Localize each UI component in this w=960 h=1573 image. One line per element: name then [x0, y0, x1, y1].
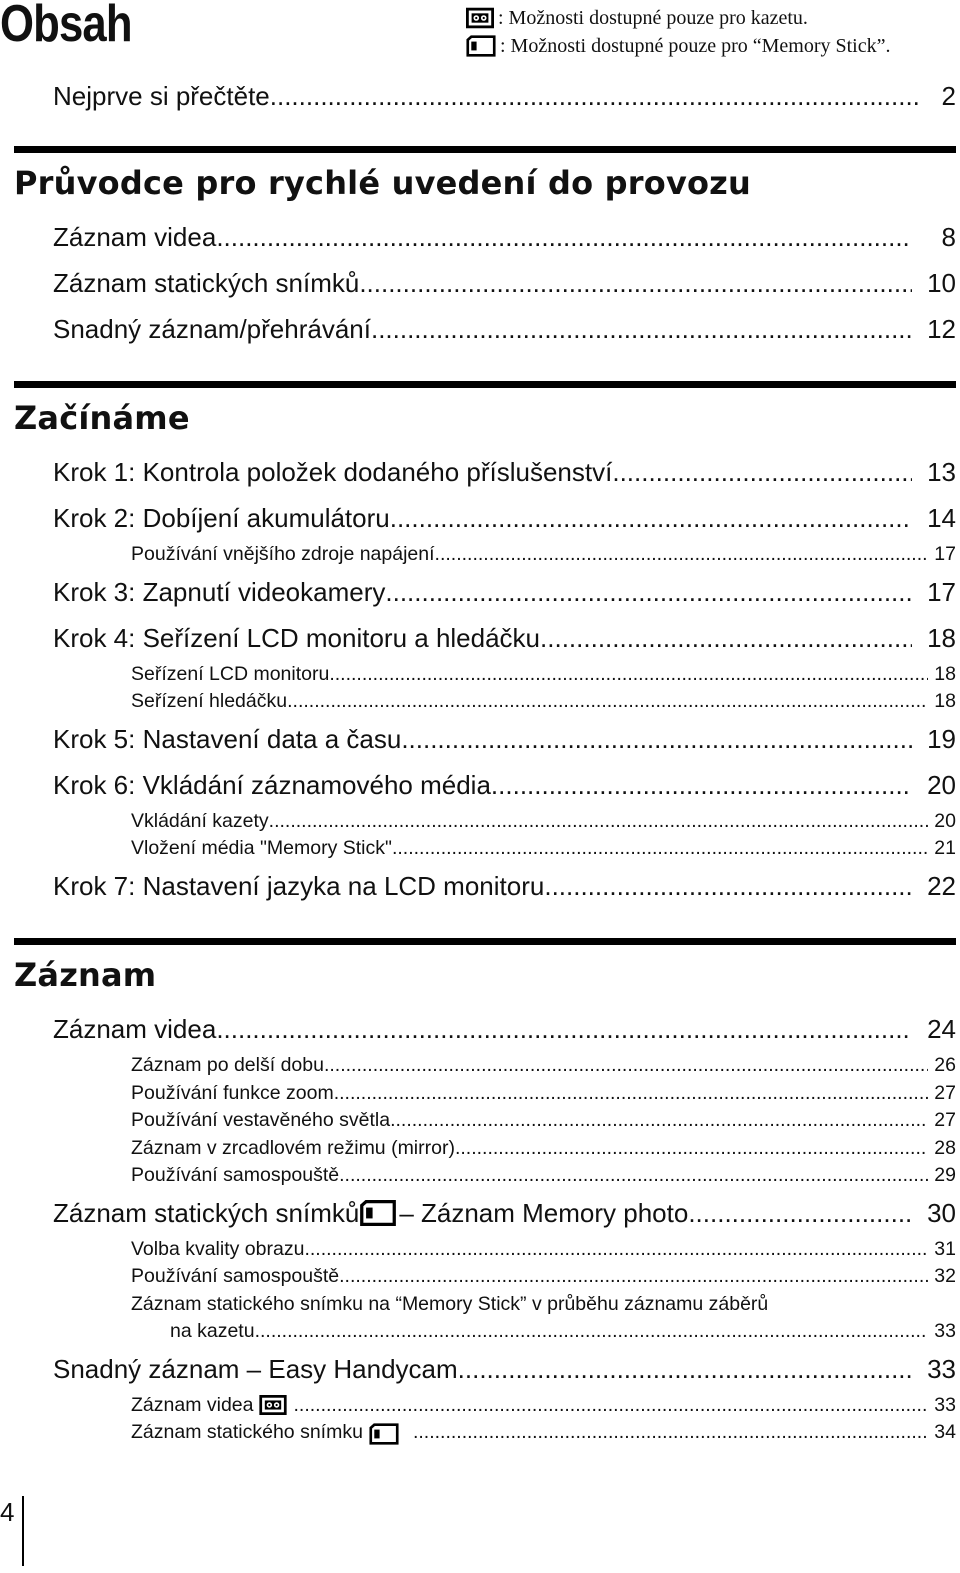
toc-subentry[interactable]	[131, 1236, 956, 1264]
toc-entry-label: Krok 7: Nastavení jazyka na LCD monitoru	[53, 870, 545, 901]
dot-leader	[401, 716, 912, 762]
toc-subentry[interactable]	[131, 1419, 956, 1447]
toc-page-number: 18	[934, 690, 956, 712]
section-rule	[14, 381, 956, 388]
toc-page-number: 32	[934, 1265, 956, 1287]
toc-page-number: 21	[934, 837, 956, 859]
toc-entry-label: Krok 5: Nastavení data a času	[53, 723, 402, 754]
toc-page-number: 13	[927, 457, 956, 487]
toc-entry[interactable]	[53, 260, 956, 306]
toc-entry[interactable]	[53, 762, 956, 808]
dot-leader	[371, 306, 912, 352]
toc-page-number: 33	[927, 1353, 956, 1384]
toc-subentry-label: Záznam statického snímku	[131, 1421, 363, 1443]
toc-entry-label-suffix: – Záznam Memory photo	[399, 1197, 689, 1228]
section-heading: Začínáme	[14, 399, 190, 437]
memory-stick-icon	[466, 35, 496, 57]
toc-page-number: 14	[927, 503, 956, 533]
section-rule	[14, 938, 956, 945]
toc-subentry-continuation[interactable]	[170, 1318, 956, 1346]
toc-page-number: 31	[934, 1237, 956, 1260]
toc-entry[interactable]	[53, 569, 956, 615]
toc-subentry[interactable]	[131, 1080, 956, 1108]
toc-subentry-label: Záznam po delší dobu	[131, 1054, 324, 1076]
toc-entry[interactable]	[53, 1006, 956, 1052]
toc-entry[interactable]	[53, 1190, 956, 1236]
toc-subentry-label: Používání vnějšího zdroje napájení	[131, 543, 435, 565]
toc-subentry[interactable]	[131, 808, 956, 836]
toc-page-number: 27	[934, 1081, 956, 1104]
toc-page-number: 10	[927, 268, 956, 298]
toc-subentry-label: na kazetu	[170, 1320, 255, 1342]
dot-leader	[390, 495, 912, 541]
toc-entry-label: Snadný záznam – Easy Handycam	[53, 1353, 458, 1384]
toc-entry[interactable]	[53, 214, 956, 260]
dot-leader	[688, 1190, 912, 1236]
toc-page-number: 18	[934, 662, 956, 685]
toc-section-getting-started	[14, 381, 956, 909]
dot-leader	[413, 1419, 928, 1447]
toc-page-number: 27	[934, 1109, 956, 1131]
toc-entry-label: Krok 2: Dobíjení akumulátoru	[53, 503, 390, 533]
toc-intro-entry[interactable]	[53, 78, 956, 114]
toc-page-number: 18	[927, 622, 956, 653]
toc-page-number: 22	[927, 870, 956, 901]
toc-page-number: 17	[934, 543, 956, 565]
toc-entry-label: Krok 4: Seřízení LCD monitoru a hledáčku	[53, 622, 541, 653]
dot-leader	[216, 1006, 912, 1052]
toc-subentry-label: Záznam v zrcadlovém režimu (mirror)	[131, 1136, 455, 1159]
legend-row-tape	[466, 4, 891, 32]
dot-leader	[304, 1236, 928, 1264]
toc-page-number: 34	[934, 1421, 956, 1443]
dot-leader	[612, 449, 912, 495]
memory-stick-icon	[359, 1200, 397, 1226]
toc-page-number: 26	[934, 1054, 956, 1076]
dot-leader	[293, 1392, 928, 1420]
toc-page-number: 2	[941, 81, 956, 111]
toc-entry[interactable]	[53, 615, 956, 661]
memory-stick-icon	[369, 1423, 399, 1445]
toc-subentry[interactable]	[131, 661, 956, 689]
dot-leader	[458, 1346, 912, 1392]
toc-subentry[interactable]	[131, 1162, 956, 1190]
toc-subentry-label: Vložení média "Memory Stick"	[131, 837, 392, 859]
toc-page-number: 19	[927, 723, 956, 754]
toc-subentry[interactable]	[131, 1263, 956, 1291]
dot-leader	[385, 569, 912, 615]
legend-row-memory-stick	[466, 32, 891, 60]
toc-entry-label: Záznam statických snímků	[53, 1197, 360, 1228]
toc-page-number: 17	[927, 576, 956, 607]
tape-cassette-icon	[466, 7, 494, 29]
toc-entry[interactable]	[53, 449, 956, 495]
toc-subentry[interactable]	[131, 1107, 956, 1135]
dot-leader	[455, 1135, 928, 1163]
toc-page-number: 12	[927, 314, 956, 344]
toc-subentry-label: Volba kvality obrazu	[131, 1237, 305, 1260]
toc-page-number: 28	[934, 1136, 956, 1159]
toc-page-number: 8	[941, 222, 956, 252]
toc-page-number: 20	[934, 809, 956, 832]
section-rule	[14, 146, 956, 153]
toc-entry-label: Krok 3: Zapnutí videokamery	[53, 576, 386, 607]
toc-page-number: 30	[927, 1197, 956, 1228]
page-margin-rule	[22, 1496, 24, 1566]
dot-leader	[287, 688, 928, 716]
toc-subentry[interactable]	[131, 688, 956, 716]
dot-leader	[255, 1318, 928, 1346]
dot-leader	[339, 1263, 928, 1291]
toc-entry[interactable]	[53, 716, 956, 762]
page-number: 4	[0, 1497, 15, 1527]
toc-entry-label: Krok 1: Kontrola položek dodaného příslušenství	[53, 457, 613, 487]
toc-subentry-label: Záznam videa	[131, 1393, 254, 1416]
toc-subentry[interactable]	[131, 835, 956, 863]
section-heading: Záznam	[14, 956, 157, 994]
toc-page-number: 24	[927, 1014, 956, 1044]
dot-leader	[216, 214, 912, 260]
toc-entry[interactable]	[53, 306, 956, 352]
dot-leader	[540, 615, 912, 661]
legend	[466, 4, 891, 60]
toc-subentry[interactable]	[131, 541, 956, 569]
toc-subentry[interactable]	[131, 1052, 956, 1080]
dot-leader	[392, 835, 928, 863]
toc-section-recording	[14, 938, 956, 1447]
dot-leader	[324, 1052, 928, 1080]
toc-page-number: 29	[934, 1164, 956, 1186]
tape-cassette-icon	[259, 1395, 287, 1415]
section-heading: Průvodce pro rychlé uvedení do provozu	[14, 164, 751, 202]
toc-entry[interactable]	[53, 863, 956, 909]
toc-entry-label: Záznam videa	[53, 1014, 217, 1044]
dot-leader	[544, 863, 912, 909]
toc-entry-label: Záznam statických snímků	[53, 268, 360, 298]
toc-subentry-label: Seřízení hledáčku	[131, 690, 288, 712]
toc-entry-label: Snadný záznam/přehrávání	[53, 314, 371, 344]
toc-entry-label: Krok 6: Vkládání záznamového média	[53, 769, 491, 800]
toc-entry[interactable]	[53, 495, 956, 541]
toc-subentry[interactable]	[131, 1135, 956, 1163]
dot-leader	[339, 1162, 928, 1190]
toc-subentry[interactable]	[131, 1392, 956, 1420]
toc-subentry-label: Seřízení LCD monitoru	[131, 662, 330, 685]
legend-text-tape: : Možnosti dostupné pouze pro kazetu.	[498, 7, 808, 29]
dot-leader	[491, 762, 912, 808]
toc-subentry-label: Vkládání kazety	[131, 809, 269, 832]
toc-subentry-label: Používání samospouště	[131, 1265, 340, 1287]
toc-subentry-label: Používání vestavěného světla	[131, 1109, 391, 1131]
toc-page-number: 33	[934, 1320, 956, 1342]
toc-page-number: 20	[927, 769, 956, 800]
toc-entry[interactable]	[53, 1346, 956, 1392]
toc-subentry-label: Záznam statického snímku na “Memory Stick” v průběhu záznamu záběrů	[131, 1292, 769, 1315]
dot-leader	[334, 1080, 928, 1108]
toc-entry-label: Záznam videa	[53, 222, 217, 252]
toc-subentry[interactable]	[131, 1291, 956, 1319]
toc-entry-label: Nejprve si přečtěte	[53, 81, 270, 111]
legend-text-memory-stick: : Možnosti dostupné pouze pro “Memory Stick”.	[500, 35, 891, 57]
dot-leader	[329, 661, 928, 689]
toc-subentry-label: Používání funkce zoom	[131, 1081, 334, 1104]
dot-leader	[269, 808, 928, 836]
dot-leader	[390, 1107, 928, 1135]
dot-leader	[435, 541, 928, 569]
toc-section-quick-start	[14, 146, 956, 352]
page-title: Obsah	[0, 0, 132, 53]
dot-leader	[359, 260, 912, 306]
toc-subentry-label: Používání samospouště	[131, 1164, 340, 1186]
toc-page-number: 33	[934, 1393, 956, 1416]
dot-leader	[270, 78, 920, 114]
